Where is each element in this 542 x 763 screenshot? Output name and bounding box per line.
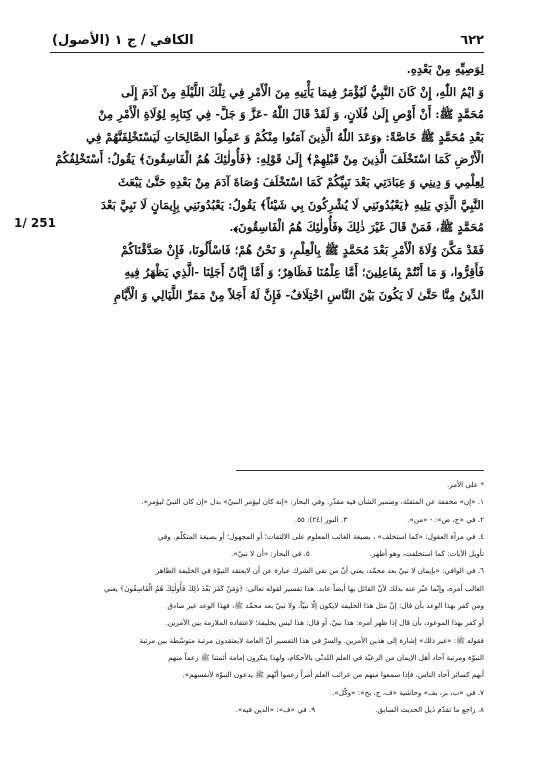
footnote: * على الأمر.	[446, 480, 484, 489]
page-number: ٦٢٢	[460, 33, 484, 48]
footnote-pair	[44, 511, 484, 528]
text-line: الْأَرْضِ كَمَا اسْتَخْلَفَ الَّذِينَ مِنْ قَبْلِهِمْ﴾ إِلَىٰ قَوْلِهِ: ﴿فَأُولٰئِكَ هُمُ الْفَاسِقُونَ﴾ يَقُولُ: أَسْتَخْلِفُكُمْ	[55, 152, 484, 167]
footnote-pair	[44, 545, 484, 562]
footnote: النبوّة ومرتبة آحاد أهل الإيمان من الرعيّة في العلم اللدنّي بالأحكام، ولهذا ينكرون إمامة أئمتنا ﷺ زعماً منهم	[168, 652, 484, 662]
footnote-pair	[44, 684, 484, 701]
text-line: وَ ايْمُ اللّٰهِ، إِنْ كَانَ النَّبِيُّ لَيُؤْمَرُ فِيمَا يَأْتِيهِ مِنَ الْأَمْرِ فِي تِلْكَ اللَّيْلَةِ مِنْ آدَمَ إِلَى	[121, 84, 484, 99]
footnote: ٧. في «ب، بر، بف» وحاشية «ف، ج، بح»: «وكّل».	[332, 687, 484, 697]
text-line: فَأَقِرُّوا، وَ مَا أَنْتُمْ بِفَاعِلِينَ؛ أَمَّا عِلْمُنَا فَظَاهِرٌ؛ وَ أَمَّا إِبَّانُ أَجَلِنَا -الَّذِي يَظْهَرُ فِيهِ	[124, 265, 484, 280]
text-line: الدِّينُ مِنَّا حَتَّىٰ لَا يَكُونَ بَيْنَ النَّاسِ اخْتِلَافٌ- فَإِنَّ لَهُ أَجَلاً مِنْ مَمَرِّ اللَّيَالِي وَ الْأَيَّامِ	[113, 287, 484, 302]
footnotes	[44, 476, 484, 718]
hadith-reference-number: 1/ 251	[14, 216, 56, 230]
header-divider	[50, 52, 484, 53]
footnote: ٣. النور (٢٤): ٥٥.	[294, 514, 348, 524]
footnote: أو كفر بهذا الموعود، بأن قال إذا ظهر أمره: هذا نبيّ، أو قال: هذا ليس بخليفة؛ لاعتقاده الملازمة بين الأمرين.	[165, 618, 484, 628]
footnote: ٥. في البحار: «أن لا نبيّ».	[231, 549, 310, 559]
text-line: لِعِلْمِي وَ دِينِي وَ عِبَادَتِي بَعْدَ نَبِيِّكُمْ كَمَا اسْتَخْلَفَ وُصَاةَ آدَمَ مِنْ بَعْدِهِ حَتَّىٰ يَبْعَثَ	[117, 174, 484, 189]
footnote: ٤. في مرآة العقول: «كما استخلف» ، بصيغة الغائب المعلوم على الالتفات؛ أو المجهول؛ أو بصيغة المتكلّم. وفي	[157, 531, 484, 541]
footnote: أنهم كسائر آحاد الناس، فإذا سمعوا منهم من غرائب العلم أمراً زعموا أنّهم ﷺ يدعون النبوّة لأنفسهم».	[182, 670, 484, 680]
running-title: الكافي / ج ١ (الأصول)	[52, 33, 194, 48]
text-line: مُحَمَّدٍ ﷺ: أَنْ أَوْصِ إِلَىٰ فُلَانٍ، وَ لَقَدْ قَالَ اللّٰهُ -عَزَّ وَ جَلَّ- فِي كِتَابِهِ لِوُلَاةِ الْأَمْرِ مِنْ	[98, 107, 484, 122]
footnote: الغالب أمره، وإنّما عبّر عنه بذلك لأنّ القائل بها أيضاً عابد. هذا تفسير لقوله تعالى: ﴿وَمَنْ كَفَرَ بَعْدَ ذٰلِكَ فَأُولٰئِكَ هُمُ الْفَاسِقُونَ﴾ يعني	[103, 583, 484, 593]
footnote-divider	[236, 470, 484, 471]
footnote: تأويل الآيات: كما استخلفت، وهو أظهر.	[369, 549, 484, 559]
page-header	[52, 26, 484, 48]
footnote: ٦. في الوافي: «بإيمان لا نبيّ بعد محمّد، يعني أنّ من نفي الشرك عبارة عن أن لايعتقد النبوّة في الخليفة الظاهر	[155, 566, 484, 576]
footnote: ٩. في «ف»: «الدين فيه».	[235, 704, 316, 714]
main-text	[44, 58, 484, 307]
footnote: ومن كفر بهذا الوعد بأن قال: إنّ مثل هذا الخليفة لايكون إلّا نبيّاً، ولا نبيّ بعد محمّد ﷺ، فهذا الوعد غير صادق	[167, 601, 484, 611]
footnote: ١. «إن» مخففة عن المثقلة، وضمير الشأن فيه مقدّر. وفي البحار: «إنه كان ليؤمر النبيّ» بدل «إن كان النبيّ ليؤمر».	[141, 497, 484, 507]
text-line: النَّبِيَّ الَّذِي يَلِيهِ ﴿يَعْبُدُونَنِي لَا يُشْرِكُونَ بِي شَيْئاً﴾ يَقُولُ: يَعْبُدُونَنِي بِإِيمَانٍ لَا نَبِيَّ بَعْدَ	[100, 197, 484, 212]
footnote: فقوله ﷺ: «غير ذلك» إشارة إلى هذين الأمرين. والسرّ في هذا التفسير أنّ العامة لايعتقدون مرتبة متوسّطة بين مرتبة	[139, 635, 484, 645]
text-line: لِوَصِيِّهِ مِنْ بَعْدِهِ.	[406, 62, 484, 76]
footnote-pair	[44, 701, 484, 718]
footnote: ٢. في «ج، ض»: - «من».	[407, 514, 484, 524]
text-line: فَقَدْ مَكَّنَ وُلَاةَ الْأَمْرِ بَعْدَ مُحَمَّدٍ ﷺ بِالْعِلْمِ، وَ نَحْنُ هُمْ؛ فَاسْأَلُونَا، فَإِنْ صَدَّقْنَاكُمْ	[120, 242, 484, 257]
text-line: بَعْدِ مُحَمَّدٍ ﷺ خَاصَّةً: ﴿وَعَدَ اللّٰهُ الَّذِينَ آمَنُوا مِنْكُمْ وَ عَمِلُوا الصَّالِحَاتِ لَيَسْتَخْلِفَنَّهُمْ فِي	[86, 129, 484, 144]
text-line: مُحَمَّدٍ ﷺ، فَمَنْ قَالَ غَيْرَ ذٰلِكَ ﴿فَأُولٰئِكَ هُمُ الْفَاسِقُونَ﴾.	[229, 220, 484, 235]
footnote: ٨. راجع ما تقدّم ذيل الحديث السابق.	[375, 704, 484, 714]
